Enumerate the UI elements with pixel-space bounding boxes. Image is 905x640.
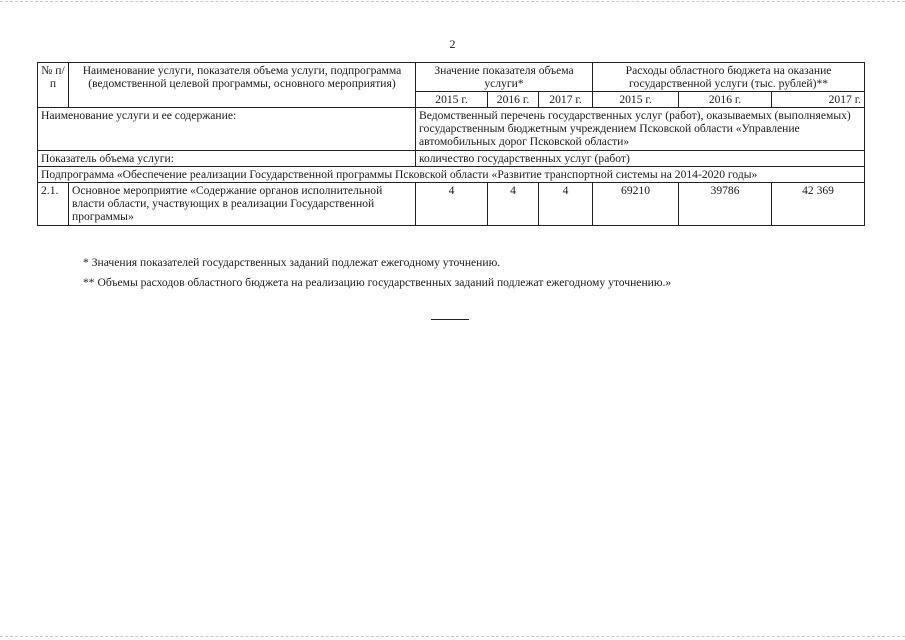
- row-ind-2017: 4: [539, 183, 593, 226]
- header-indicator: Значение показателя объема услуги*: [416, 63, 593, 92]
- header-name: Наименование услуги, показателя объема услуги, подпрограмма (ведомственной целевой программы, основного мероприятия): [69, 63, 416, 108]
- volume-row: [38, 151, 865, 167]
- header-row-1: [38, 63, 865, 92]
- scan-edge-bottom: [0, 636, 905, 637]
- header-num: № п/п: [38, 63, 69, 108]
- budget-table: [37, 62, 865, 226]
- page-number: 2: [449, 37, 456, 51]
- scan-edge-top: [0, 1, 905, 2]
- row-num: 2.1.: [38, 183, 69, 226]
- row-name: Основное мероприятие «Содержание органов исполнительной власти области, участвующих в реализации Государственной программы»: [69, 183, 416, 226]
- subprogram-text: Подпрограмма «Обеспечение реализации Государственной программы Псковской области «Развитие транспортной системы на 2014-2020 годы»: [38, 167, 865, 183]
- header-expenses: Расходы областного бюджета на оказание государственной услуги (тыс. рублей)**: [593, 63, 865, 92]
- service-value: Ведомственный перечень государственных услуг (работ), оказываемых (выполняемых) государственным бюджетным учреждением Псковской области «Управление автомобильных дорог Псковской области»: [416, 108, 865, 151]
- row-ind-2015: 4: [416, 183, 488, 226]
- row-exp-2016: 39786: [679, 183, 772, 226]
- row-exp-2015: 69210: [593, 183, 679, 226]
- row-exp-2017: 42 369: [772, 183, 865, 226]
- year-ind-2015: 2015 г.: [416, 92, 488, 108]
- subprogram-row: [38, 167, 865, 183]
- closing-dash: [431, 319, 469, 320]
- year-exp-2015: 2015 г.: [593, 92, 679, 108]
- year-ind-2017: 2017 г.: [539, 92, 593, 108]
- volume-label: Показатель объема услуги:: [38, 151, 416, 167]
- footnotes: [83, 255, 671, 295]
- table-row: [38, 183, 865, 226]
- volume-value: количество государственных услуг (работ): [416, 151, 865, 167]
- year-exp-2016: 2016 г.: [679, 92, 772, 108]
- year-exp-2017: 2017 г.: [772, 92, 865, 108]
- service-label: Наименование услуги и ее содержание:: [38, 108, 416, 151]
- footnote-indicators: * Значения показателей государственных заданий подлежат ежегодному уточнению.: [83, 256, 501, 269]
- service-row: [38, 108, 865, 151]
- year-ind-2016: 2016 г.: [488, 92, 539, 108]
- row-ind-2016: 4: [488, 183, 539, 226]
- footnote-expenses: ** Объемы расходов областного бюджета на реализацию государственных заданий подлежат ежегодному уточнению.»: [83, 276, 672, 289]
